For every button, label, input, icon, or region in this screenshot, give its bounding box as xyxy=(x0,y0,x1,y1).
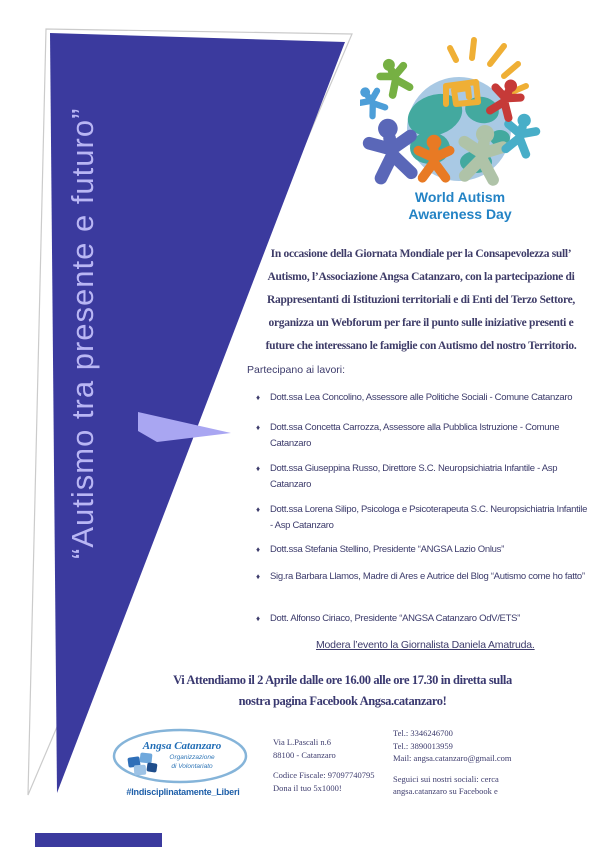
cta-line1: Vi Attendiamo il 2 Aprile dalle ore 16.00 alle ore 17.30 in diretta sulla xyxy=(173,673,512,687)
diamond-bullet-icon: ♦ xyxy=(256,545,260,554)
org-hashtag: #Indisciplinatamente_Liberi xyxy=(126,787,240,797)
participant-text: Sig.ra Barbara Llamos, Madre di Ares e Autrice del Blog “Autismo come ho fatto” xyxy=(270,571,585,582)
cta-line2: nostra pagina Facebook Angsa.catanzaro! xyxy=(238,694,447,708)
intro-line: Autismo, l’Associazione Angsa Catanzaro, con la partecipazione di xyxy=(267,271,575,283)
figure-green xyxy=(375,54,413,96)
intro-paragraph xyxy=(260,243,582,358)
phone-line1: Tel.: 3346246700 xyxy=(393,728,453,738)
cta-block xyxy=(120,670,565,712)
participant-item xyxy=(256,542,589,558)
diamond-bullet-icon: ♦ xyxy=(256,614,260,623)
participant-text: Dott.ssa Concetta Carrozza, Assessore alla Pubblica Istruzione - Comune Catanzaro xyxy=(270,422,560,449)
next-page-sliver xyxy=(35,833,162,847)
intro-line: In occasione della Giornata Mondiale per la Consapevolezza sull’ xyxy=(270,248,572,260)
banner-quote: “Autismo tra presente e futuro” xyxy=(65,107,100,559)
intro-line: future che interessano le famiglie con Autismo del nostro Territorio. xyxy=(265,340,577,352)
participant-text: Dott.ssa Lea Concolino, Assessore alle Politiche Sociali - Comune Catanzaro xyxy=(270,392,573,403)
participant-text: Dott.ssa Lorena Silipo, Psicologa e Psicoterapeuta S.C. Neuropsichiatria Infantile - Asp Catanzaro xyxy=(270,504,588,531)
waad-title-line1: World Autism xyxy=(414,189,506,205)
diamond-bullet-icon: ♦ xyxy=(256,464,260,473)
org-logo-name: Angsa Catanzaro xyxy=(142,740,222,752)
participant-item xyxy=(256,461,589,493)
donate-line: Dona il tuo 5x1000! xyxy=(273,782,342,793)
participant-item xyxy=(256,420,589,452)
address-block xyxy=(273,736,375,794)
participant-item xyxy=(256,502,589,534)
contacts-block xyxy=(393,727,512,798)
participant-item xyxy=(256,569,589,585)
waad-title-line2: Awareness Day xyxy=(408,206,512,222)
mail-line: Mail: angsa.catanzaro@gmail.com xyxy=(393,753,512,763)
diamond-bullet-icon: ♦ xyxy=(256,505,260,514)
phone-line2: Tel.: 3890013959 xyxy=(393,740,453,751)
figure-blue xyxy=(360,82,387,118)
address-line1: Via L.Pascali n.6 xyxy=(273,737,332,747)
participant-item xyxy=(256,390,589,406)
social-line1: Seguici sui nostri sociali: cerca xyxy=(393,773,499,784)
participant-text: Dott.ssa Giuseppina Russo, Direttore S.C. Neuropsichiatria Infantile - Asp Catanzaro xyxy=(270,463,558,490)
fiscal-code: Codice Fiscale: 97097740795 xyxy=(273,770,375,780)
address-line2: 88100 - Catanzaro xyxy=(273,749,336,760)
participant-item xyxy=(256,611,589,627)
puzzle-pieces-icon xyxy=(127,752,157,775)
participant-text: Dott.ssa Stefania Stellino, Presidente “ANGSA Lazio Onlus” xyxy=(270,544,504,555)
participant-text: Dott. Alfonso Ciriaco, Presidente “ANGSA Catanzaro OdV/ETS” xyxy=(270,613,520,624)
org-logo-subtitle1: Organizzazione xyxy=(169,754,215,761)
social-line2: angsa.catanzaro su Facebook e xyxy=(393,786,498,796)
diamond-bullet-icon: ♦ xyxy=(256,393,260,402)
diamond-bullet-icon: ♦ xyxy=(256,572,260,581)
moderator-line: Modera l’evento la Giornalista Daniela Amatruda. xyxy=(316,639,535,651)
diamond-bullet-icon: ♦ xyxy=(256,423,260,432)
intro-line: Rappresentanti di Istituzioni territoriali e di Enti del Terzo Settore, xyxy=(267,294,575,306)
participants-heading: Partecipano ai lavori: xyxy=(247,364,346,376)
intro-line: organizza un Webforum per fare il punto sulle iniziative presenti e xyxy=(268,317,574,329)
org-logo-subtitle2: di Volontariato xyxy=(171,763,213,770)
